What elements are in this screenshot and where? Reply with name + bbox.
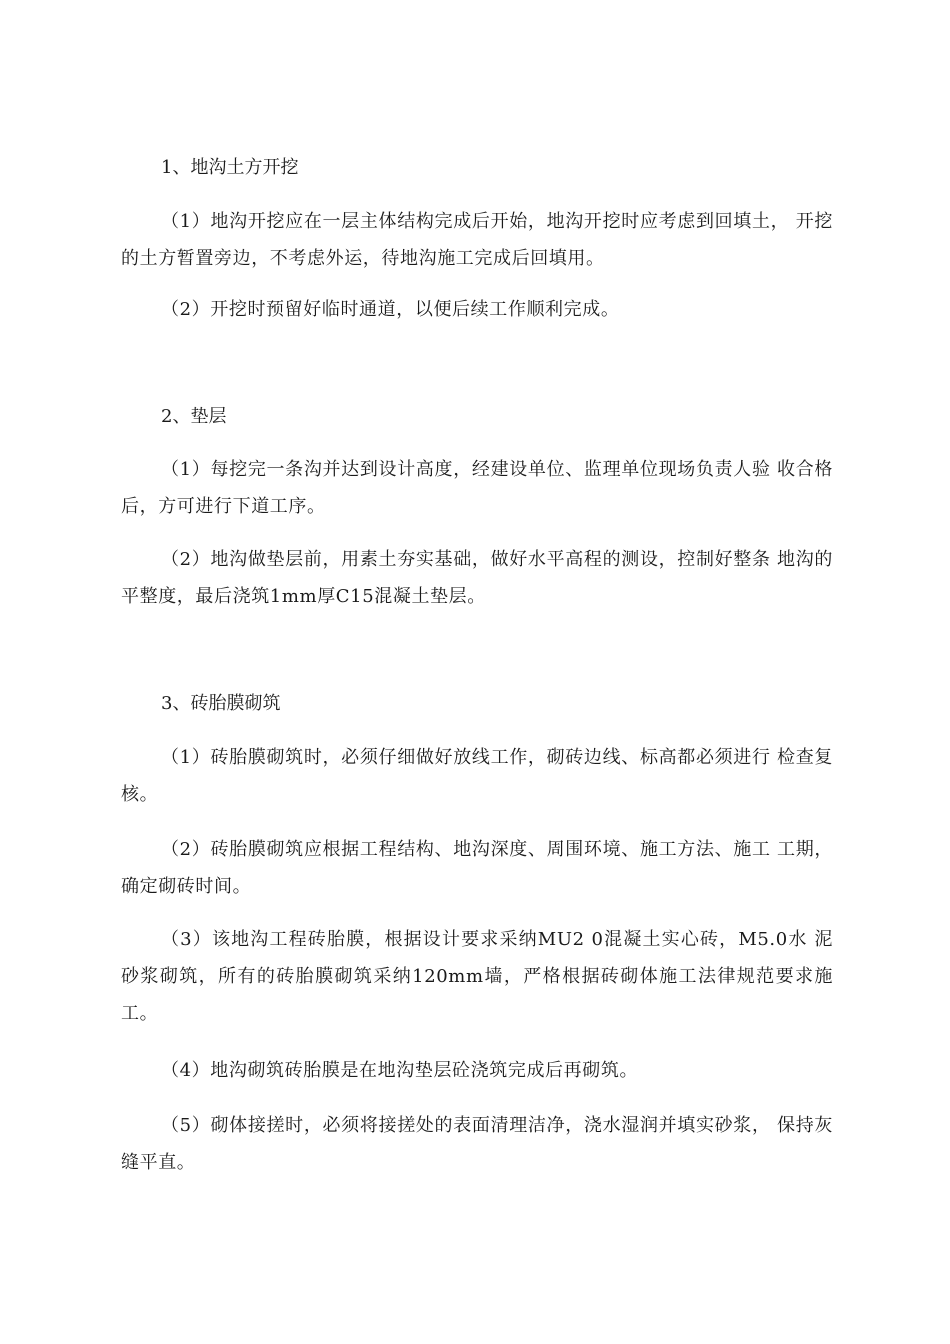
section-3-paragraph-5: （5）砌体接搓时，必须将接搓处的表面清理洁净，浇水湿润并填实砂浆， 保持灰缝平直。 xyxy=(121,1115,833,1173)
section-3-paragraph-3: （3）该地沟工程砖胎膜，根据设计要求采纳MU2 0混凝土实心砖，M5.0水 泥砂浆砌筑，所有的砖胎膜砌筑采纳120mm墙，严格根据砖砌体施工法律规范要求施工。 xyxy=(121,929,833,1024)
section-1-paragraph-2: （2）开挖时预留好临时通道，以便后续工作顺利完成。 xyxy=(161,299,620,320)
section-3-heading: 3、砖胎膜砌筑 xyxy=(161,693,281,714)
section-2-heading: 2、垫层 xyxy=(161,406,227,427)
section-1-paragraph-1: （1）地沟开挖应在一层主体结构完成后开始，地沟开挖时应考虑到回填土， 开挖的土方暂置旁边，不考虑外运，待地沟施工完成后回填用。 xyxy=(121,211,833,269)
section-3-paragraph-1: （1）砖胎膜砌筑时，必须仔细做好放线工作，砌砖边线、标高都必须进行 检查复核。 xyxy=(121,747,833,805)
section-1-heading: 1、地沟土方开挖 xyxy=(161,157,299,178)
section-3-paragraph-2: （2）砖胎膜砌筑应根据工程结构、地沟深度、周围环境、施工方法、施工 工期，确定砌砖时间。 xyxy=(121,839,833,897)
section-3-paragraph-4: （4）地沟砌筑砖胎膜是在地沟垫层砼浇筑完成后再砌筑。 xyxy=(161,1060,639,1081)
section-2-paragraph-1: （1）每挖完一条沟并达到设计高度，经建设单位、监理单位现场负责人验 收合格后，方可进行下道工序。 xyxy=(121,459,833,517)
section-2-paragraph-2: （2）地沟做垫层前，用素土夯实基础，做好水平高程的测设，控制好整条 地沟的平整度，最后浇筑1mm厚C15混凝土垫层。 xyxy=(121,549,833,607)
